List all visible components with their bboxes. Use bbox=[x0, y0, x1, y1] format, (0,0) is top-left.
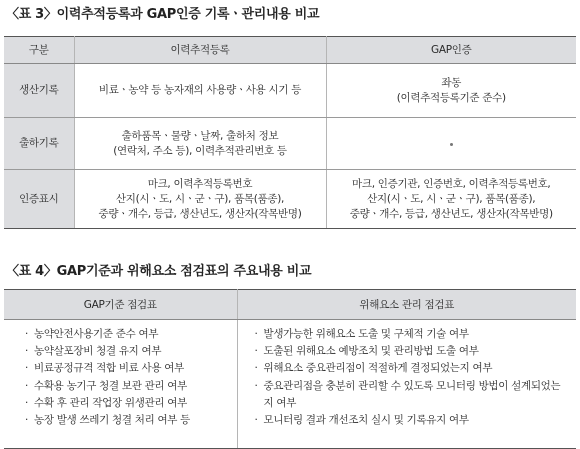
cell-line: 중량ㆍ개수, 등급, 생산년도, 생산자(작목반명) bbox=[98, 207, 302, 220]
table-row bbox=[4, 64, 576, 118]
header-hazard-checklist: 위해요소 관리 점검표 bbox=[237, 290, 576, 320]
dot-mark bbox=[450, 143, 453, 146]
list-item: · 수확 후 관리 작업장 위생관리 여부 bbox=[22, 395, 237, 412]
row-label-shipment: 출하기록 bbox=[4, 118, 74, 170]
header-gap: GAP인증 bbox=[326, 37, 576, 64]
table-row bbox=[4, 320, 576, 449]
table-row bbox=[4, 118, 576, 170]
cell-shipment-gap bbox=[326, 118, 576, 170]
cell-shipment-traceability bbox=[74, 118, 326, 170]
list-item: · 중요관리점을 충분히 관리할 수 있도록 모니터링 방법이 설계되었는지 여부 bbox=[252, 378, 567, 412]
gap-checklist-list bbox=[22, 326, 237, 429]
list-item: · 수확용 농기구 청결 보관 관리 여부 bbox=[22, 378, 237, 395]
table-row bbox=[4, 170, 576, 229]
cell-line: 산지(시ㆍ도, 시ㆍ군ㆍ구), 품목(품종), bbox=[115, 192, 285, 205]
gap-checklist-cell bbox=[4, 320, 237, 449]
header-gap-checklist: GAP기준 점검표 bbox=[4, 290, 237, 320]
hazard-checklist-cell bbox=[237, 320, 576, 449]
table4-comparison bbox=[4, 289, 576, 449]
cell-line: (연락처, 주소 등), 이력추적관리번호 등 bbox=[113, 144, 287, 157]
table3-header-row bbox=[4, 37, 576, 64]
list-item: · 농장 발생 쓰레기 청결 처리 여부 등 bbox=[22, 412, 237, 429]
table3-comparison bbox=[4, 36, 576, 229]
cell-line: 마크, 이력추적등록번호 bbox=[147, 177, 253, 190]
cell-production-traceability bbox=[74, 64, 326, 118]
cell-line: 마크, 인증기관, 인증번호, 이력추적등록번호, bbox=[352, 177, 551, 190]
list-item: · 도출된 위해요소 예방조치 및 관리방법 도출 여부 bbox=[252, 343, 567, 360]
cell-line: 좌동 bbox=[441, 76, 462, 89]
list-item: · 발생가능한 위해요소 도출 및 구체적 기술 여부 bbox=[252, 326, 567, 343]
table4-header-row bbox=[4, 290, 576, 320]
cell-mark-gap bbox=[326, 170, 576, 229]
row-label-production: 생산기록 bbox=[4, 64, 74, 118]
table3-title: 〈표 3〉이력추적등록과 GAP인증 기록ㆍ관리내용 비교 bbox=[6, 7, 320, 22]
list-item: · 농약살포장비 청결 유지 여부 bbox=[22, 343, 237, 360]
list-item: · 비료공정규격 적합 비료 사용 여부 bbox=[22, 360, 237, 377]
row-label-certification-mark: 인증표시 bbox=[4, 170, 74, 229]
cell-line: 산지(시ㆍ도, 시ㆍ군ㆍ구), 품목(품종), bbox=[367, 192, 536, 205]
list-item: · 농약안전사용기준 준수 여부 bbox=[22, 326, 237, 343]
list-item: · 모니터링 결과 개선조치 실시 및 기록유지 여부 bbox=[252, 412, 567, 429]
cell-mark-traceability bbox=[74, 170, 326, 229]
cell-line: (이력추적등록기준 준수) bbox=[396, 91, 506, 104]
cell-production-gap bbox=[326, 64, 576, 118]
cell-line: 중량ㆍ개수, 등급, 생산년도, 생산자(작목반명) bbox=[349, 207, 553, 220]
cell-line: 출하품목ㆍ물량ㆍ날짜, 출하처 정보 bbox=[121, 129, 279, 142]
table4-title: 〈표 4〉GAP기준과 위해요소 점검표의 주요내용 비교 bbox=[6, 264, 312, 279]
header-category: 구분 bbox=[4, 37, 74, 64]
hazard-checklist-list bbox=[252, 326, 567, 429]
list-item: · 위해요소 중요관리점이 적절하게 결정되었는지 여부 bbox=[252, 360, 567, 377]
header-traceability: 이력추적등록 bbox=[74, 37, 326, 64]
cell-line: 비료ㆍ농약 등 농자재의 사용량ㆍ사용 시기 등 bbox=[98, 84, 302, 96]
